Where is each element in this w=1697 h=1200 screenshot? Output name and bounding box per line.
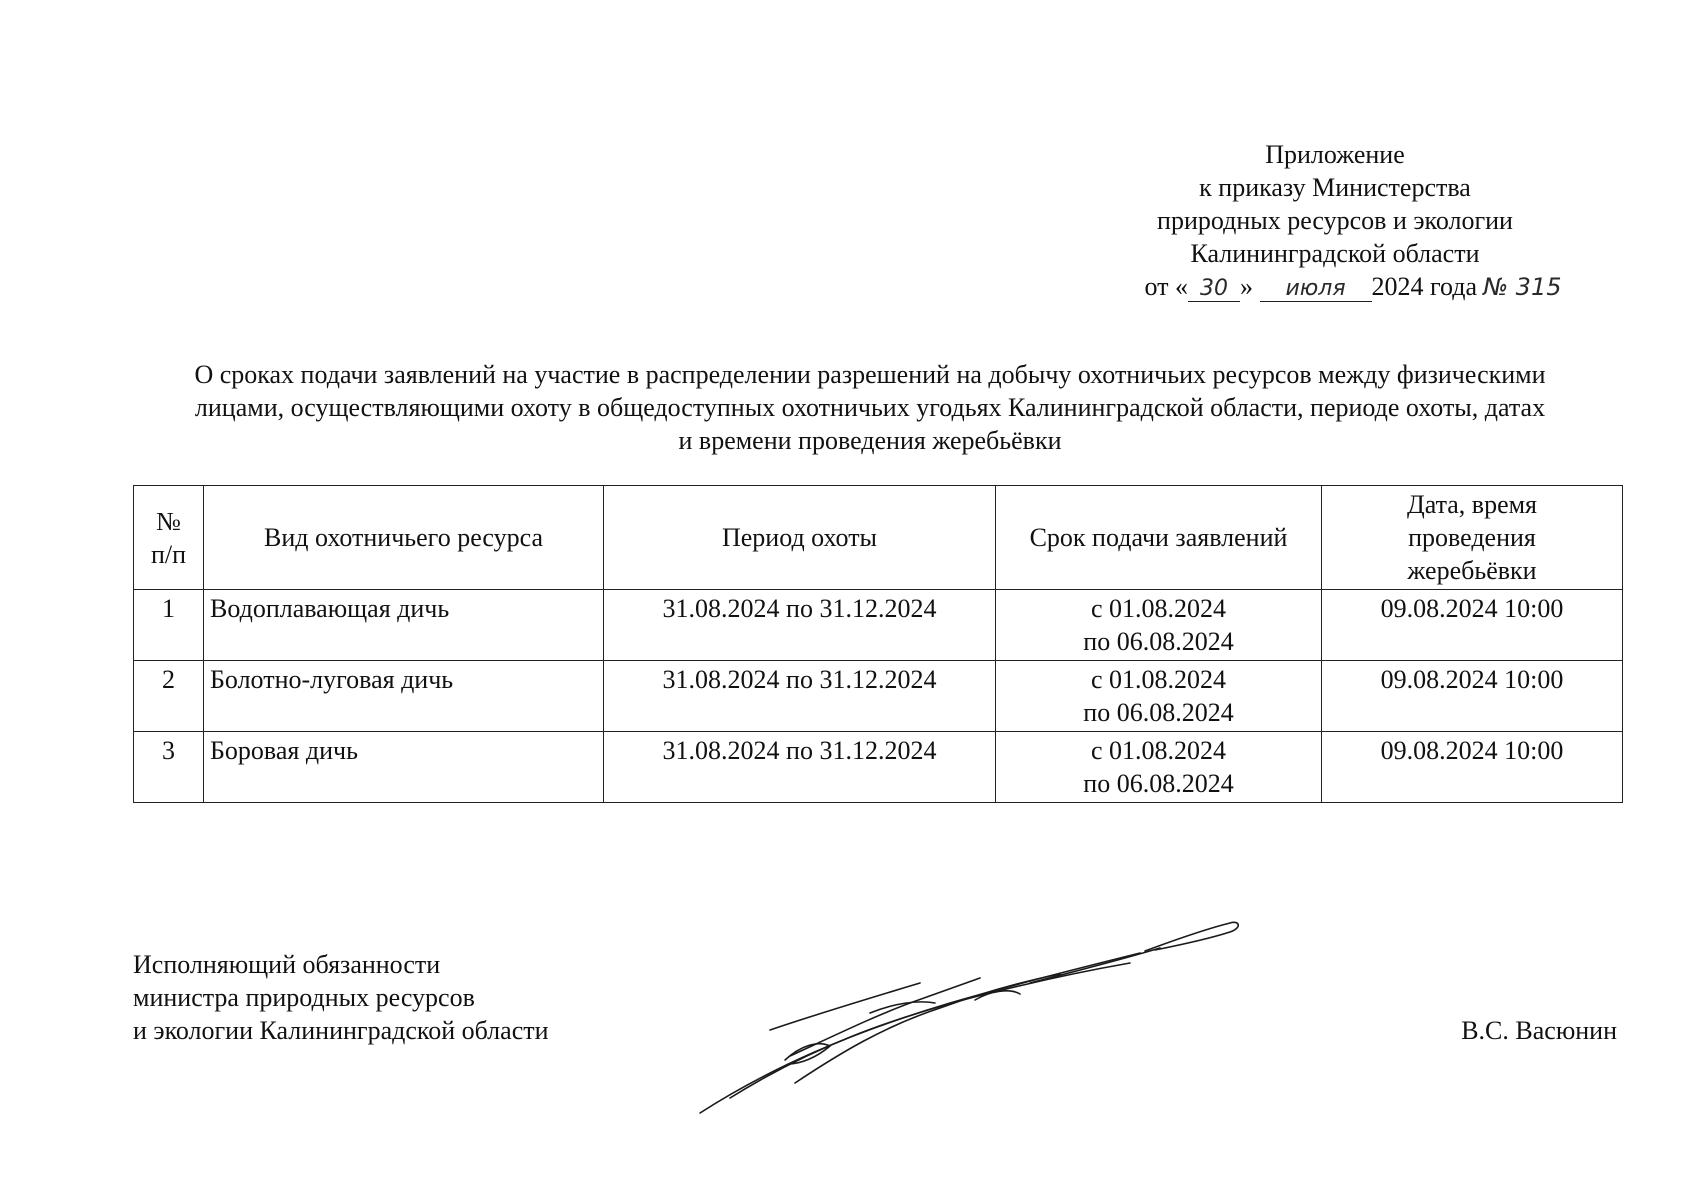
date-month-handwritten: июля [1260, 277, 1372, 302]
row-num: 2 [134, 661, 204, 732]
header-draw-line3: жеребьёвки [1407, 556, 1537, 585]
row-resource: Боровая дичь [204, 732, 604, 803]
title-line-1: О сроках подачи заявлений на участие в распределении разрешений на добычу охотничьих ресурсов между физическими [194, 360, 1546, 389]
date-day-handwritten: 30 [1188, 277, 1240, 302]
term-from: с 01.08.2024 [1090, 665, 1227, 694]
date-quote-close: » [1240, 272, 1254, 301]
header-line-appendix: Приложение [1265, 140, 1405, 169]
header-num [134, 486, 204, 590]
table-row [134, 590, 1623, 661]
signatory-position [133, 948, 549, 1047]
term-to: по 06.08.2024 [1083, 698, 1234, 727]
header-draw-line2: проведения [1408, 523, 1536, 552]
row-draw: 09.08.2024 10:00 [1322, 590, 1623, 661]
table-row [134, 732, 1623, 803]
title-line-2: лицами, осуществляющими охоту в общедоступных охотничьих угодьях Калининградской области, периоде охоты, датах [194, 393, 1546, 422]
table-header-row [134, 486, 1623, 590]
position-line-2: министра природных ресурсов [133, 983, 475, 1012]
header-resource: Вид охотничьего ресурса [204, 486, 604, 590]
title-line-3: и времени проведения жеребьёвки [678, 426, 1062, 455]
date-year: 2024 года [1371, 272, 1478, 301]
header-num-line2: п/п [150, 539, 187, 569]
appendix-header [1100, 138, 1570, 303]
row-num: 3 [134, 732, 204, 803]
row-term [996, 590, 1322, 661]
header-period: Период охоты [604, 486, 996, 590]
row-term [996, 661, 1322, 732]
row-period: 31.08.2024 по 31.12.2024 [604, 732, 996, 803]
term-to: по 06.08.2024 [1083, 627, 1234, 656]
header-term: Срок подачи заявлений [996, 486, 1322, 590]
row-num: 1 [134, 590, 204, 661]
row-draw: 09.08.2024 10:00 [1322, 661, 1623, 732]
position-line-1: Исполняющий обязанности [133, 950, 441, 979]
position-line-3: и экологии Калининградской области [133, 1016, 549, 1045]
row-draw: 09.08.2024 10:00 [1322, 732, 1623, 803]
row-period: 31.08.2024 по 31.12.2024 [604, 590, 996, 661]
hunting-schedule-table [133, 485, 1623, 803]
order-number-handwritten: № 315 [1483, 273, 1562, 301]
order-date-line [1118, 270, 1588, 303]
row-resource: Водоплавающая дичь [204, 590, 604, 661]
document-title [120, 358, 1620, 457]
table-row [134, 661, 1623, 732]
term-from: с 01.08.2024 [1090, 736, 1227, 765]
row-period: 31.08.2024 по 31.12.2024 [604, 661, 996, 732]
header-draw [1322, 486, 1623, 590]
term-from: с 01.08.2024 [1090, 594, 1227, 623]
header-line-ministry: природных ресурсов и экологии [1157, 206, 1513, 235]
header-line-order: к приказу Министерства [1199, 173, 1471, 202]
row-term [996, 732, 1322, 803]
header-draw-line1: Дата, время [1406, 490, 1538, 519]
header-line-region: Калининградской области [1190, 239, 1480, 268]
term-to: по 06.08.2024 [1083, 769, 1234, 798]
signer-name: В.С. Васюнин [1461, 1016, 1617, 1045]
date-prefix: от « [1144, 272, 1189, 301]
handwritten-signature [690, 908, 1250, 1123]
header-num-line1: № [156, 506, 181, 536]
row-resource: Болотно-луговая дичь [204, 661, 604, 732]
